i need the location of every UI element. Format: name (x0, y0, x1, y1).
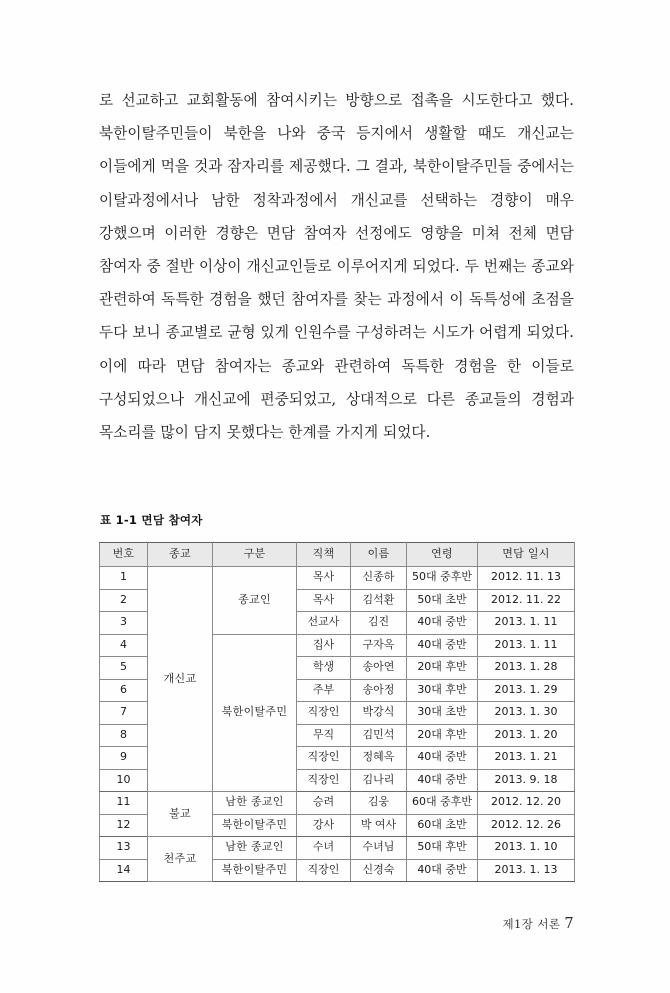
cell-role: 수녀 (297, 837, 351, 860)
cell-role: 무직 (297, 724, 351, 747)
cell-age: 40대 중반 (407, 769, 478, 792)
cell-age: 20대 후반 (407, 657, 478, 680)
table-row (100, 567, 575, 590)
cell-date: 2013. 1. 11 (478, 612, 575, 635)
cell-role: 승려 (297, 792, 351, 815)
cell-name: 송아정 (351, 679, 407, 702)
cell-no: 1 (100, 567, 148, 590)
cell-role: 직장인 (297, 747, 351, 770)
cell-age: 40대 중반 (407, 612, 478, 635)
cell-name: 송아연 (351, 657, 407, 680)
cell-date: 2013. 1. 28 (478, 657, 575, 680)
cell-role: 직장인 (297, 859, 351, 882)
column-header-date: 면담 일시 (478, 543, 575, 567)
cell-no: 11 (100, 792, 148, 815)
cell-date: 2013. 1. 30 (478, 702, 575, 725)
cell-age: 40대 중반 (407, 747, 478, 770)
body-paragraph-block (99, 84, 574, 449)
cell-name: 김나리 (351, 769, 407, 792)
cell-name: 박강식 (351, 702, 407, 725)
cell-no: 9 (100, 747, 148, 770)
cell-religion: 불교 (148, 792, 213, 837)
cell-no: 8 (100, 724, 148, 747)
cell-name: 정혜옥 (351, 747, 407, 770)
column-header-group: 구분 (213, 543, 297, 567)
cell-date: 2013. 1. 10 (478, 837, 575, 860)
cell-age: 50대 초반 (407, 589, 478, 612)
column-header-role: 직책 (297, 543, 351, 567)
cell-name: 수녀님 (351, 837, 407, 860)
cell-name: 구자옥 (351, 634, 407, 657)
cell-role: 직장인 (297, 769, 351, 792)
page-footer (503, 916, 574, 932)
cell-role: 목사 (297, 567, 351, 590)
table-header-row (100, 543, 575, 567)
cell-name: 김진 (351, 612, 407, 635)
cell-role: 주부 (297, 679, 351, 702)
cell-date: 2012. 12. 20 (478, 792, 575, 815)
body-paragraph: 로 선교하고 교회활동에 참여시키는 방향으로 접촉을 시도한다고 했다. 북한이탈주민들이 북한을 나와 중국 등지에서 생활할 때도 개신교는 이들에게 먹을 것과 잠자리를 제공했다. 그 결과, 북한이탈주민들 중에서는 이탈과정에서나 남한 정착과정에서 개신교를 선택하는 경향이 매우 강했으며 이러한 경향은 면담 참여자 선정에도 영향을 미쳐 전체 면담 참여자 중 절반 이상이 개신교인들로 이루어지게 되었다. 두 번째는 종교와 관련하여 독특한 경험을 했던 참여자를 찾는 과정에서 이 독특성에 초점을 두다 보니 종교별로 균형 있게 인원수를 구성하려는 시도가 어렵게 되었다. 이에 따라 면담 참여자는 종교와 관련하여 독특한 경험을 한 이들로 구성되었으나 개신교에 편중되었고, 상대적으로 다른 종교들의 경험과 목소리를 많이 담지 못했다는 한계를 가지게 되었다. (99, 92, 574, 442)
cell-name: 김민석 (351, 724, 407, 747)
column-header-religion: 종교 (148, 543, 213, 567)
cell-no: 4 (100, 634, 148, 657)
table-caption: 표 1-1 면담 참여자 (100, 513, 203, 527)
cell-date: 2012. 11. 22 (478, 589, 575, 612)
cell-no: 13 (100, 837, 148, 860)
cell-date: 2013. 1. 13 (478, 859, 575, 882)
cell-no: 2 (100, 589, 148, 612)
cell-date: 2012. 11. 13 (478, 567, 575, 590)
cell-no: 6 (100, 679, 148, 702)
column-header-name: 이름 (351, 543, 407, 567)
cell-age: 40대 중반 (407, 634, 478, 657)
cell-role: 집사 (297, 634, 351, 657)
cell-age: 60대 중후반 (407, 792, 478, 815)
cell-age: 30대 후반 (407, 679, 478, 702)
cell-no: 5 (100, 657, 148, 680)
column-header-age: 연령 (407, 543, 478, 567)
cell-group: 남한 종교인 (213, 837, 297, 860)
cell-age: 60대 초반 (407, 814, 478, 837)
cell-age: 20대 후반 (407, 724, 478, 747)
cell-role: 직장인 (297, 702, 351, 725)
cell-name: 박 여사 (351, 814, 407, 837)
cell-role: 목사 (297, 589, 351, 612)
cell-age: 50대 중후반 (407, 567, 478, 590)
cell-date: 2012. 12. 26 (478, 814, 575, 837)
cell-no: 3 (100, 612, 148, 635)
cell-role: 강사 (297, 814, 351, 837)
cell-name: 김웅 (351, 792, 407, 815)
cell-religion: 개신교 (148, 567, 213, 792)
footer-chapter-label: 제1장 서론 (502, 917, 561, 931)
cell-age: 50대 후반 (407, 837, 478, 860)
table-row (100, 837, 575, 860)
cell-date: 2013. 9. 18 (478, 769, 575, 792)
table-row (100, 792, 575, 815)
participants-table (99, 542, 575, 882)
cell-age: 40대 중반 (407, 859, 478, 882)
column-header-no: 번호 (100, 543, 148, 567)
cell-no: 12 (100, 814, 148, 837)
cell-group: 북한이탈주민 (213, 634, 297, 792)
cell-religion: 천주교 (148, 837, 213, 882)
cell-role: 학생 (297, 657, 351, 680)
cell-group: 종교인 (213, 567, 297, 635)
footer-page-number: 7 (564, 916, 574, 932)
participants-table-wrapper (99, 542, 574, 882)
cell-name: 신경숙 (351, 859, 407, 882)
cell-no: 7 (100, 702, 148, 725)
cell-name: 신종하 (351, 567, 407, 590)
cell-no: 14 (100, 859, 148, 882)
cell-role: 선교사 (297, 612, 351, 635)
cell-group: 남한 종교인 (213, 792, 297, 815)
cell-group: 북한이탈주민 (213, 814, 297, 837)
cell-no: 10 (100, 769, 148, 792)
cell-date: 2013. 1. 29 (478, 679, 575, 702)
cell-date: 2013. 1. 11 (478, 634, 575, 657)
cell-group: 북한이탈주민 (213, 859, 297, 882)
cell-date: 2013. 1. 21 (478, 747, 575, 770)
cell-name: 김석환 (351, 589, 407, 612)
cell-age: 30대 초반 (407, 702, 478, 725)
cell-date: 2013. 1. 20 (478, 724, 575, 747)
